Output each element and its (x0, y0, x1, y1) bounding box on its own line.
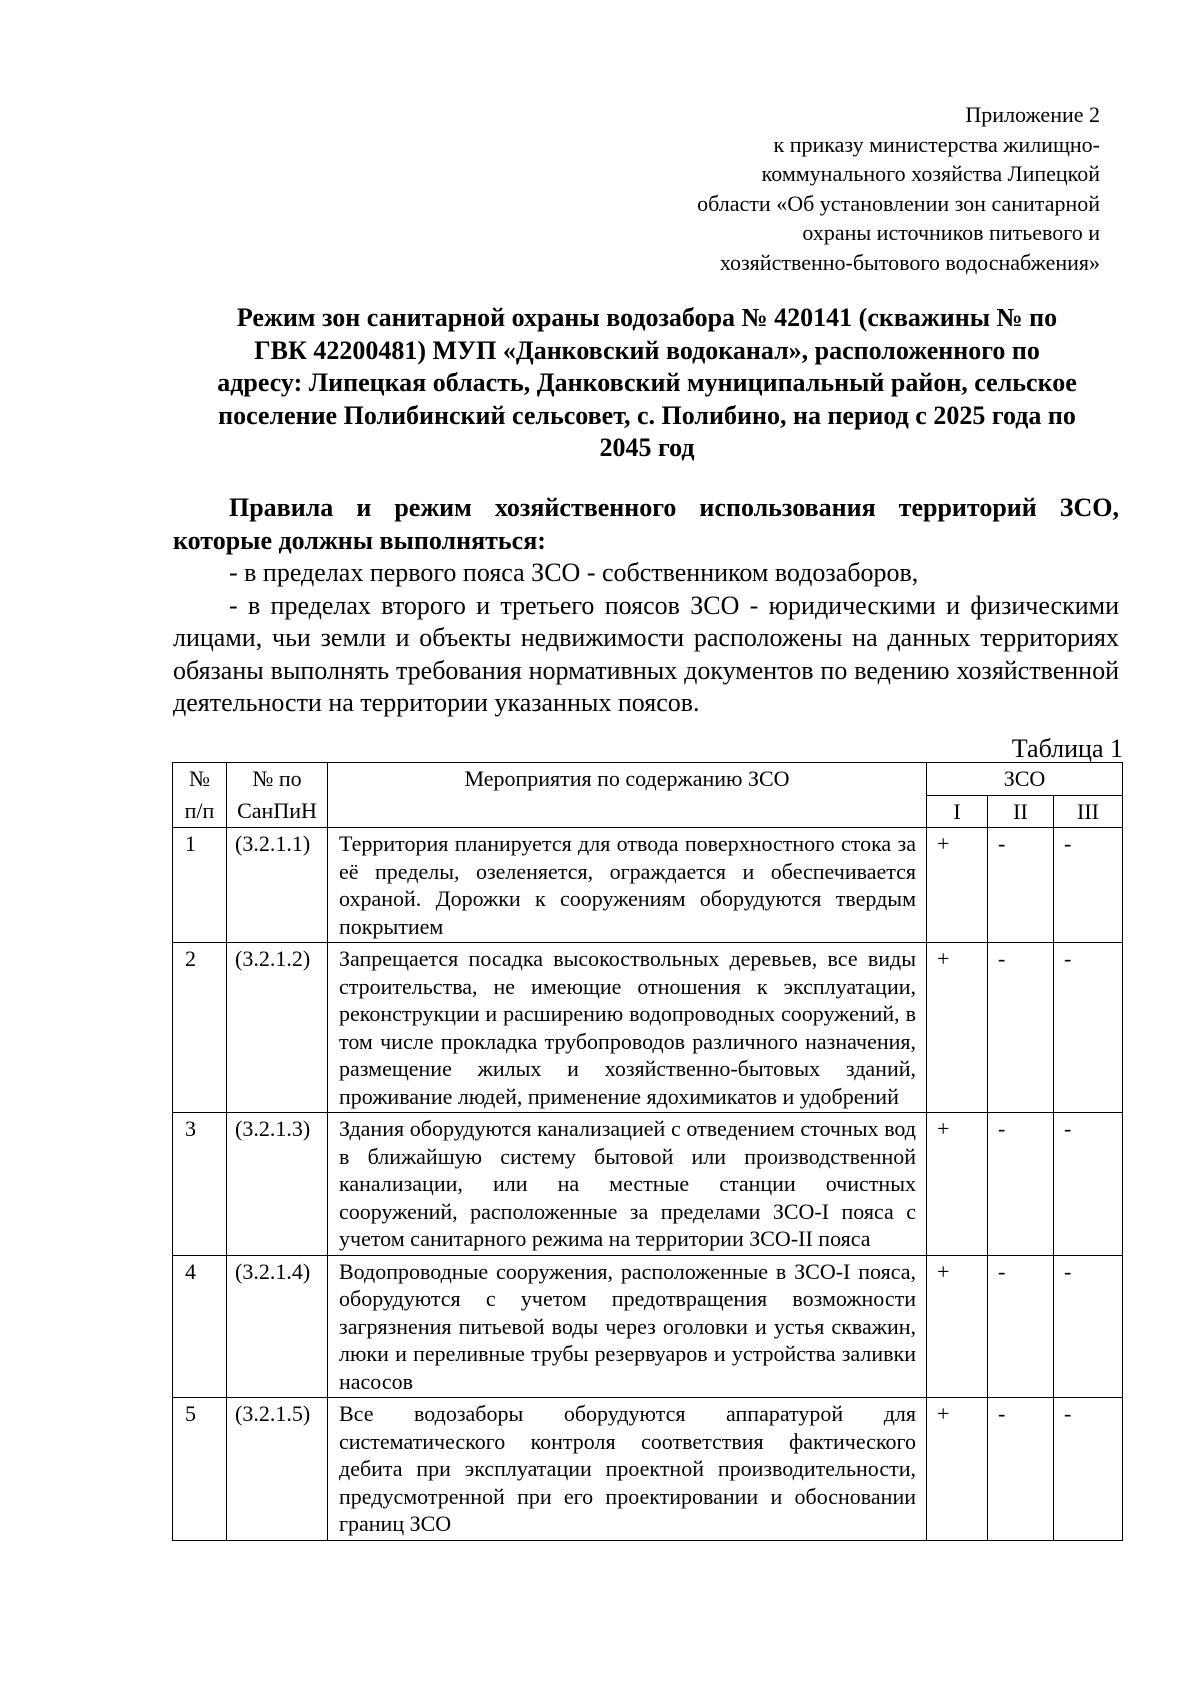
row-sanpin-ref: (3.2.1.4) (227, 1255, 328, 1398)
table-caption: Таблица 1 (1011, 734, 1123, 763)
row-sanpin-ref: (3.2.1.2) (227, 943, 328, 1113)
row-number: 1 (173, 828, 227, 943)
row-zone-1-mark: + (927, 1398, 988, 1541)
row-number: 5 (173, 1398, 227, 1541)
row-measure-text: Запрещается посадка высокоствольных деревьев, все виды строительства, не имеющие отношения к эксплуатации, реконструкции и расширению водопроводных сооружений, в том числе прокладка трубопроводов различного назначения, размещение жилых и хозяйственно-бытовых зданий, проживание людей, применение ядохимикатов и удобрений (328, 943, 927, 1113)
row-sanpin-ref: (3.2.1.1) (227, 828, 328, 943)
row-measure-text: Водопроводные сооружения, расположенные в ЗСО-I пояса, оборудуются с учетом предотвращения возможности загрязнения питьевой воды через оголовки и устья скважин, люки и переливные трубы резервуаров и устройства заливки насосов (328, 1255, 927, 1398)
annex-line: хозяйственно-бытового водоснабжения» (719, 249, 1100, 275)
row-sanpin-ref: (3.2.1.3) (227, 1113, 328, 1256)
header-num-bottom: п/п (173, 795, 227, 828)
header-ref-bottom: СанПиН (227, 795, 328, 828)
title-line: Режим зон санитарной охраны водозабора № 420141 (скважины № по (236, 303, 1058, 332)
annex-block (540, 100, 1100, 277)
title-line: 2045 год (599, 433, 695, 462)
annex-line: коммунального хозяйства Липецкой (761, 161, 1100, 186)
row-zone-3-mark: - (1054, 828, 1123, 943)
row-number: 4 (173, 1255, 227, 1398)
row-measure-text: Здания оборудуются канализацией с отведением сточных вод в ближайшую систему бытовой или производственной канализации, или на местные станции очистных сооружений, расположенные за пределами ЗСО-I пояса с учетом санитарного режима на территории ЗСО-II пояса (328, 1113, 927, 1256)
title-line: адресу: Липецкая область, Данковский муниципальный район, сельское (217, 368, 1077, 397)
row-sanpin-ref: (3.2.1.5) (227, 1398, 328, 1541)
row-zone-3-mark: - (1054, 1398, 1123, 1541)
header-zone-3: III (1054, 795, 1123, 828)
row-zone-1-mark: + (927, 943, 988, 1113)
row-number: 2 (173, 943, 227, 1113)
header-measures: Мероприятия по содержанию ЗСО (328, 763, 927, 796)
row-zone-2-mark: - (988, 1113, 1054, 1256)
row-number: 3 (173, 1113, 227, 1256)
intro-section (173, 492, 1119, 720)
row-zone-1-mark: + (927, 1255, 988, 1398)
row-zone-3-mark: - (1054, 1113, 1123, 1256)
header-zone-1: I (927, 795, 988, 828)
header-zone-2: II (988, 795, 1054, 828)
row-zone-3-mark: - (1054, 943, 1123, 1113)
title-line: поселение Полибинский сельсовет, с. Полибино, на период с 2025 года по (218, 400, 1076, 430)
table-header-row (173, 763, 1123, 796)
header-ref-top: № по (227, 763, 328, 796)
intro-item-second-third-zone: - в пределах второго и третьего поясов ЗСО - юридическими и физическими лицами, чьи земли и объекты недвижимости расположены на данных территориях обязаны выполнять требования нормативных документов по ведению хозяйственной деятельности на территории указанных поясов. (173, 590, 1119, 717)
header-num-top: № (173, 763, 227, 796)
annex-line: Приложение 2 (965, 102, 1100, 127)
row-zone-2-mark: - (988, 1398, 1054, 1541)
table-header-row (173, 795, 1123, 828)
row-zone-3-mark: - (1054, 1255, 1123, 1398)
table-row (173, 1113, 1123, 1256)
measures-table (172, 762, 1123, 1541)
title-line: ГВК 42200481) МУП «Данковский водоканал», расположенного по (254, 335, 1040, 365)
header-zso: ЗСО (927, 763, 1123, 796)
annex-line: к приказу министерства жилищно- (773, 131, 1100, 157)
header-measures-cont (328, 795, 927, 828)
intro-item-first-zone: - в пределах первого пояса ЗСО - собственником водозаборов, (229, 558, 919, 587)
table-row (173, 943, 1123, 1113)
document-title (172, 302, 1122, 465)
row-zone-2-mark: - (988, 943, 1054, 1113)
intro-lead: Правила и режим хозяйственного использования территорий ЗСО, которые должны выполняться: (173, 493, 1119, 555)
annex-line: области «Об установлении зон санитарной (697, 190, 1100, 216)
table-row (173, 828, 1123, 943)
row-measure-text: Все водозаборы оборудуются аппаратурой для систематического контроля соответствия фактического дебита при эксплуатации проектной производительности, предусмотренной при его проектировании и обосновании границ ЗСО (328, 1398, 927, 1541)
row-measure-text: Территория планируется для отвода поверхностного стока за её пределы, озеленяется, ограждается и обеспечивается охраной. Дорожки к сооружениям оборудуются твердым покрытием (328, 828, 927, 943)
annex-line: охраны источников питьевого и (802, 220, 1100, 245)
table-row (173, 1255, 1123, 1398)
row-zone-2-mark: - (988, 828, 1054, 943)
row-zone-1-mark: + (927, 1113, 988, 1256)
table-row (173, 1398, 1123, 1541)
row-zone-2-mark: - (988, 1255, 1054, 1398)
row-zone-1-mark: + (927, 828, 988, 943)
